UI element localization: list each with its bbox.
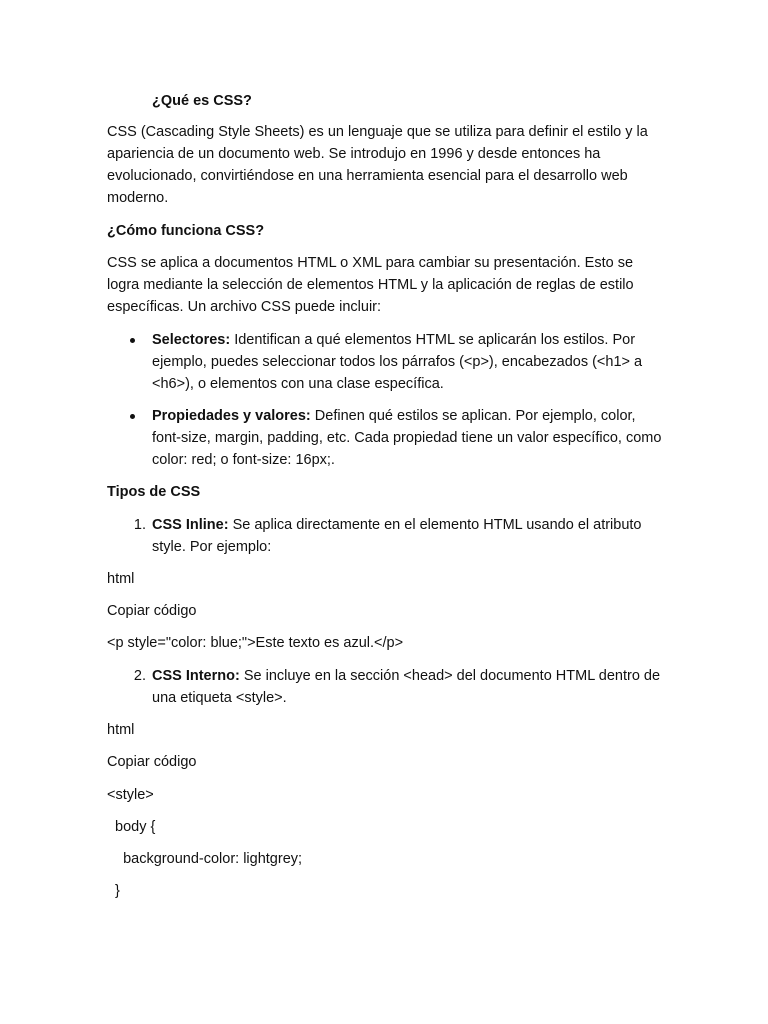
list-item: [133, 665, 667, 709]
type-term: CSS Interno:: [152, 668, 240, 684]
page-title: ¿Qué es CSS?: [152, 93, 252, 109]
list-item: [152, 329, 667, 395]
list-item: [133, 514, 667, 558]
code-lang-label: html: [107, 571, 135, 587]
bullet-icon: [130, 414, 135, 419]
code-line: background-color: lightgrey;: [107, 851, 303, 867]
type-text: Se incluye en la sección <head> del documento HTML dentro de una etiqueta <style>.: [152, 668, 661, 706]
code-line: <style>: [107, 787, 154, 803]
list-number: 1.: [133, 517, 146, 533]
copy-code-label[interactable]: Copiar código: [107, 603, 197, 619]
code-lang-label: html: [107, 722, 135, 738]
bullet-text: Definen qué estilos se aplican. Por ejemplo, color, font-size, margin, padding, etc. Cada propiedad tiene un valor específico, como color: red; o font-size: 16px;.: [152, 408, 662, 468]
how-heading: ¿Cómo funciona CSS?: [107, 223, 265, 239]
intro-paragraph: CSS (Cascading Style Sheets) es un lenguaje que se utiliza para definir el estilo y la apariencia de un documento web. Se introdujo en 1996 y desde entonces ha evolucionado, convirtiéndose en una herramienta esencial para el desarrollo web moderno.: [107, 124, 648, 206]
list-number: 2.: [133, 668, 146, 684]
bullet-text: Identifican a qué elementos HTML se aplicarán los estilos. Por ejemplo, puedes seleccionar todos los párrafos (<p>), encabezados (<h1> a <h6>), o elementos con una clase específica.: [152, 332, 643, 392]
code-line: <p style="color: blue;">Este texto es azul.</p>: [107, 635, 404, 651]
bullet-term: Selectores:: [152, 332, 231, 348]
code-line: body {: [107, 819, 156, 835]
type-term: CSS Inline:: [152, 517, 229, 533]
type-text: Se aplica directamente en el elemento HTML usando el atributo style. Por ejemplo:: [152, 517, 642, 555]
code-line: }: [107, 883, 120, 899]
how-paragraph: CSS se aplica a documentos HTML o XML para cambiar su presentación. Esto se logra mediante la selección de elementos HTML y la aplicación de reglas de estilo específicas. Un archivo CSS puede incluir:: [107, 255, 634, 315]
bullet-icon: [130, 338, 135, 343]
list-item: [152, 405, 667, 471]
types-heading: Tipos de CSS: [107, 484, 201, 500]
copy-code-label[interactable]: Copiar código: [107, 754, 197, 770]
bullet-term: Propiedades y valores:: [152, 408, 311, 424]
